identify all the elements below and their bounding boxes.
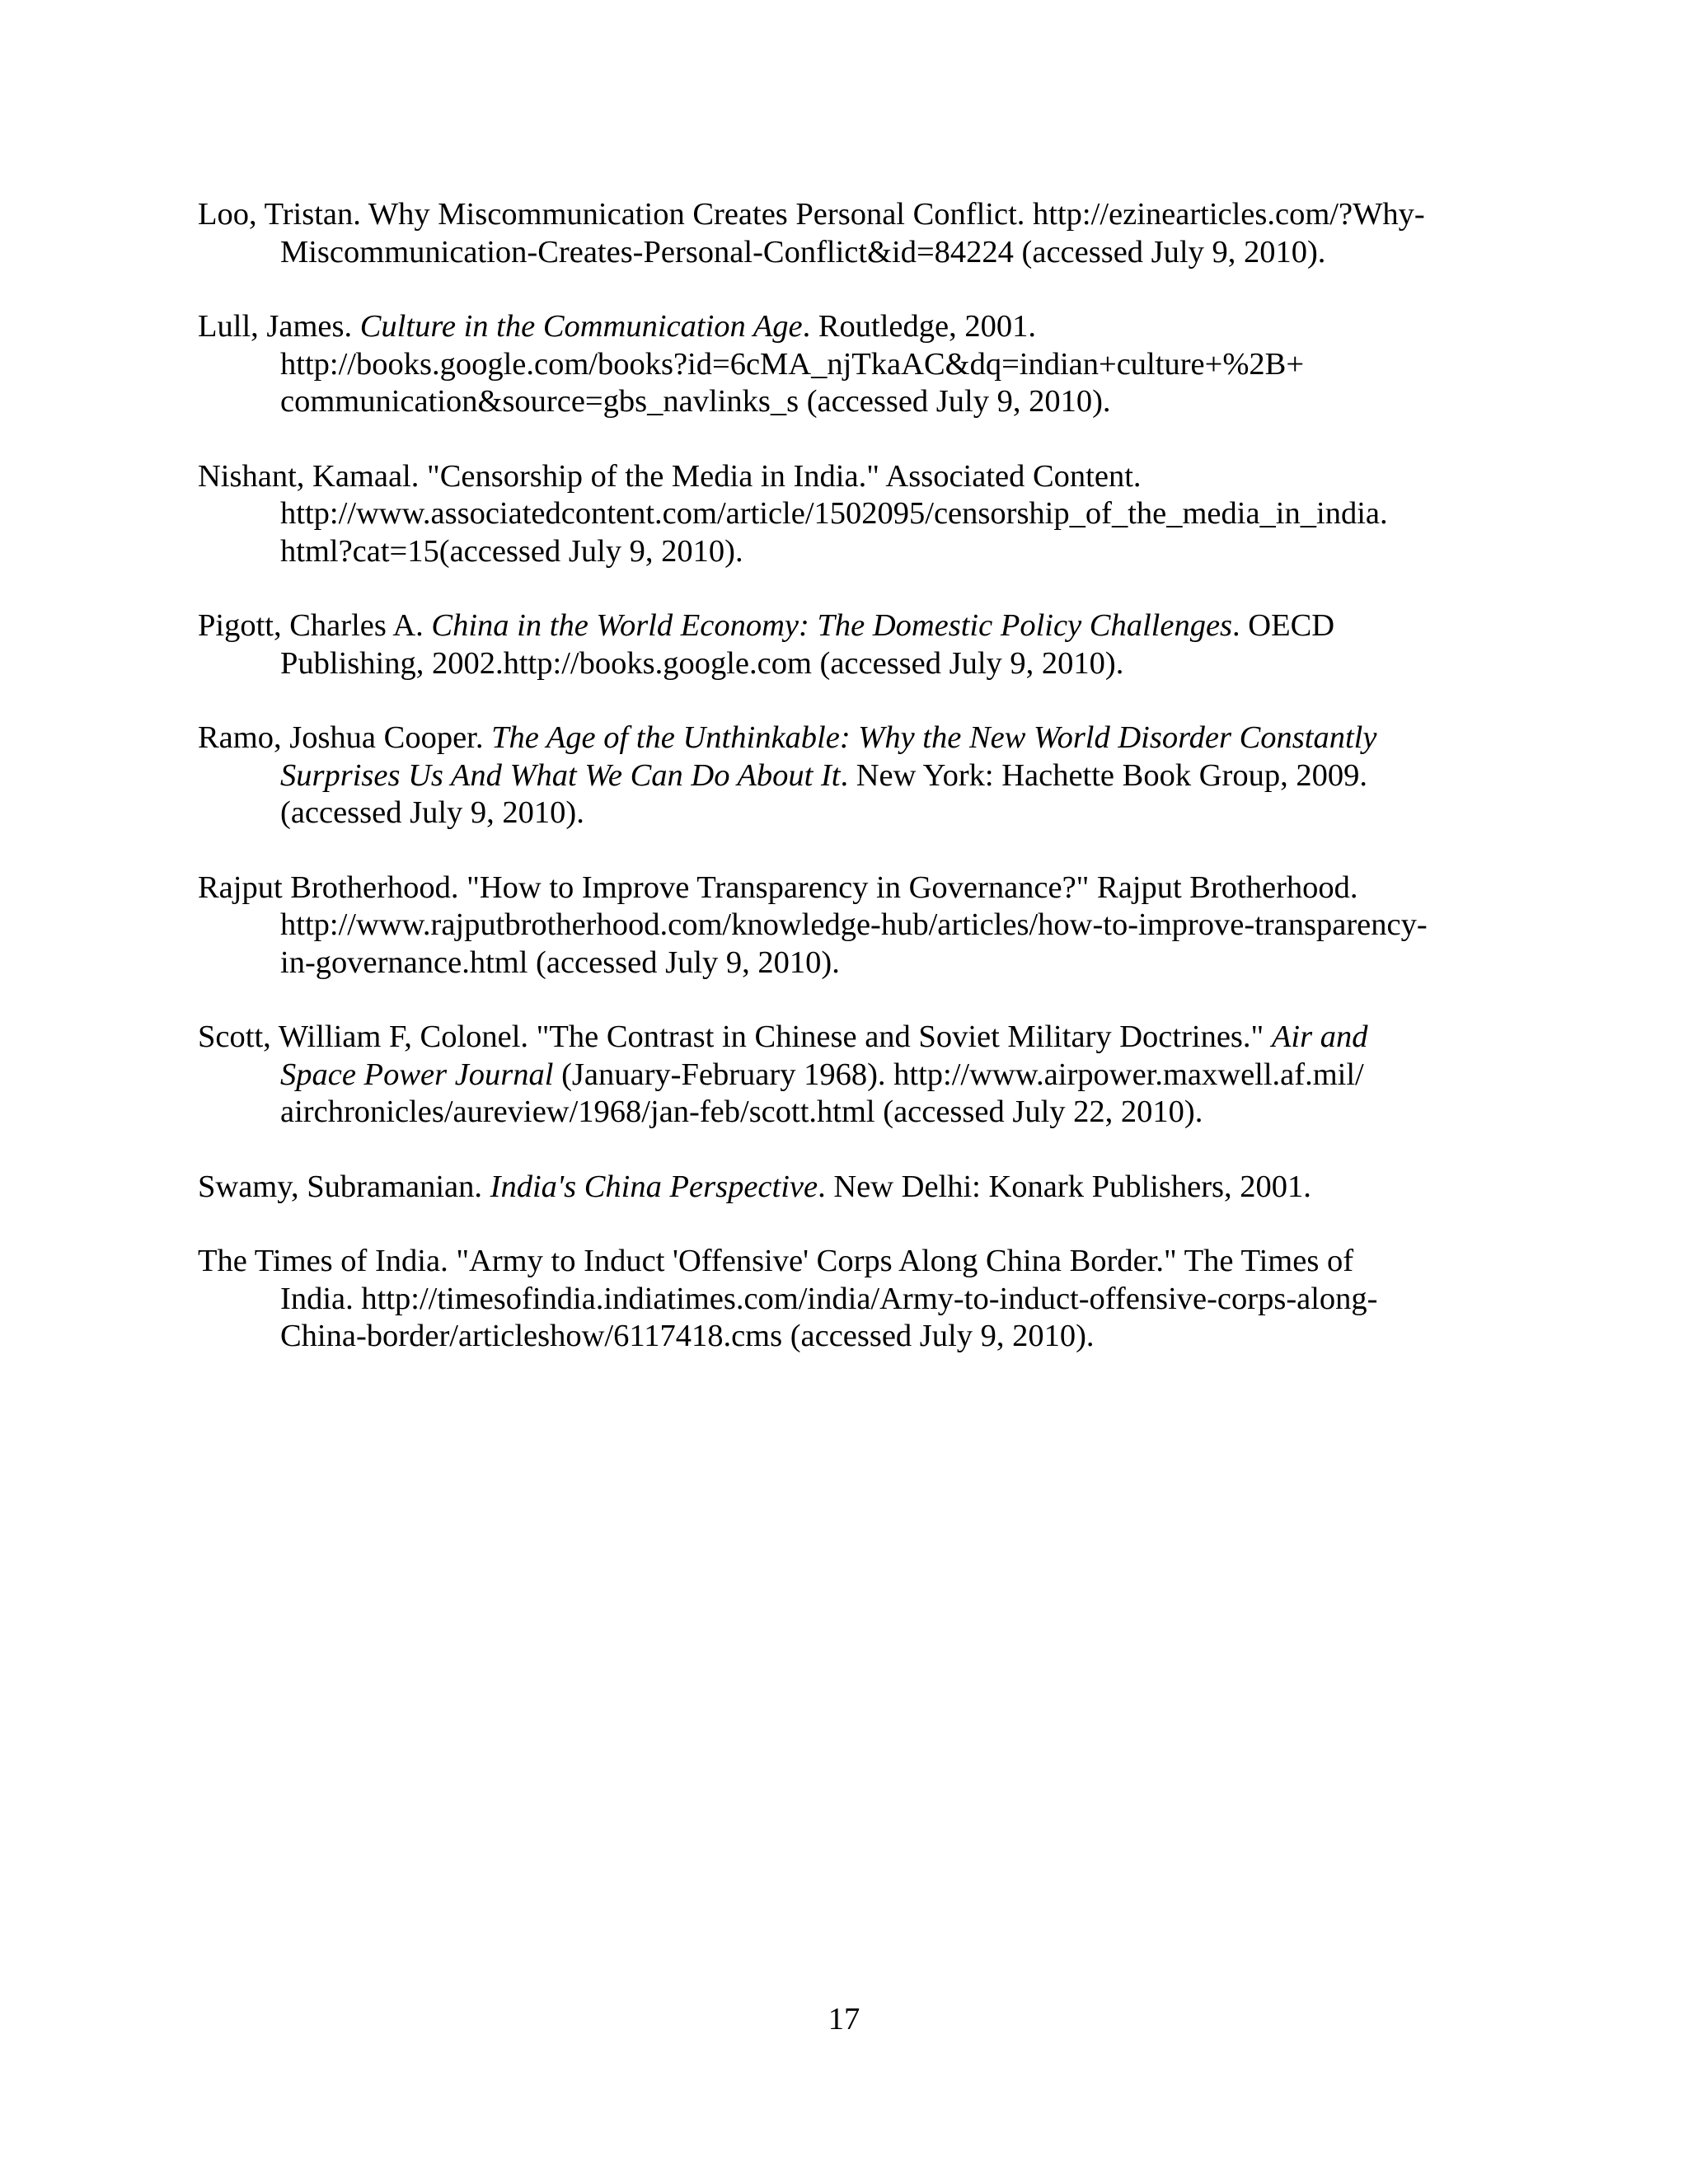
bibliography-entry — [198, 1243, 1500, 1356]
text-segment: (January-February 1968). http://www.airpower.maxwell.af.mil/ — [553, 1057, 1364, 1092]
text-segment: Loo, Tristan. Why Miscommunication Creates Personal Conflict. http://ezinearticles.com/?Why- — [198, 197, 1425, 232]
entry-line — [198, 196, 1500, 234]
entry-line — [198, 383, 1500, 421]
text-segment: http://books.google.com/books?id=6cMA_njTkaAC&dq=indian+culture+%2B+ — [280, 346, 1305, 382]
text-segment: India. http://timesofindia.indiatimes.com/india/Army-to-induct-offensive-corps-along- — [280, 1281, 1378, 1316]
text-segment: in-governance.html (accessed July 9, 2010). — [280, 944, 840, 980]
entry-line — [198, 907, 1500, 944]
bibliography-entry — [198, 308, 1500, 421]
text-segment: Miscommunication-Creates-Personal-Conflict&id=84224 (accessed July 9, 2010). — [280, 234, 1326, 269]
text-segment: China-border/articleshow/6117418.cms (accessed July 9, 2010). — [280, 1319, 1095, 1353]
entry-line — [198, 346, 1500, 384]
text-segment: Scott, William F, Colonel. "The Contrast in Chinese and Soviet Military Doctrines." — [198, 1019, 1272, 1054]
bibliography-list — [198, 196, 1500, 1393]
entry-line — [198, 458, 1500, 496]
text-segment: . Routledge, 2001. — [802, 309, 1036, 344]
entry-line — [198, 533, 1500, 571]
text-segment: Nishant, Kamaal. "Censorship of the Media in India." Associated Content. — [198, 458, 1142, 494]
italic-title-segment: Air and — [1271, 1019, 1368, 1054]
entry-line — [198, 794, 1500, 832]
text-segment: communication&source=gbs_navlinks_s (accessed July 9, 2010). — [280, 384, 1111, 419]
text-segment: The Times of India. "Army to Induct 'Offensive' Corps Along China Border." The Times of — [198, 1244, 1354, 1278]
text-segment: Swamy, Subramanian. — [198, 1169, 490, 1204]
text-segment: Lull, James. — [198, 309, 360, 344]
text-segment: Pigott, Charles A. — [198, 608, 432, 643]
text-segment: airchronicles/aureview/1968/jan-feb/scott.html (accessed July 22, 2010). — [280, 1094, 1203, 1129]
entry-line — [198, 495, 1500, 533]
entry-line — [198, 944, 1500, 982]
text-segment: . OECD — [1232, 608, 1335, 643]
entry-line — [198, 1169, 1500, 1207]
entry-line — [198, 1094, 1500, 1132]
italic-title-segment: Culture in the Communication Age — [359, 309, 803, 344]
entry-line — [198, 645, 1500, 683]
entry-line — [198, 1281, 1500, 1319]
italic-title-segment: Space Power Journal — [280, 1057, 554, 1092]
entry-line — [198, 1243, 1500, 1281]
entry-line — [198, 234, 1500, 272]
entry-line — [198, 719, 1500, 757]
italic-title-segment: The Age of the Unthinkable: Why the New World Disorder Constantly — [491, 720, 1377, 755]
entry-line — [198, 1019, 1500, 1057]
text-segment: . New York: Hachette Book Group, 2009. — [840, 757, 1367, 793]
bibliography-entry — [198, 1019, 1500, 1132]
bibliography-entry — [198, 607, 1500, 682]
entry-line — [198, 757, 1500, 795]
page-number: 17 — [828, 2002, 860, 2036]
italic-title-segment: China in the World Economy: The Domestic Policy Challenges — [431, 608, 1233, 643]
entry-line — [198, 308, 1500, 346]
text-segment: Rajput Brotherhood. "How to Improve Transparency in Governance?" Rajput Brotherhood. — [198, 869, 1358, 905]
entry-line — [198, 1318, 1500, 1356]
entry-line — [198, 869, 1500, 907]
text-segment: http://www.rajputbrotherhood.com/knowledge-hub/articles/how-to-improve-transparency- — [280, 907, 1428, 942]
text-segment: html?cat=15(accessed July 9, 2010). — [280, 533, 743, 569]
bibliography-entry — [198, 719, 1500, 832]
text-segment: Publishing, 2002.http://books.google.com (accessed July 9, 2010). — [280, 645, 1124, 681]
text-segment: http://www.associatedcontent.com/article/1502095/censorship_of_the_media_in_india. — [280, 496, 1388, 531]
entry-line — [198, 1057, 1500, 1094]
text-segment: . New Delhi: Konark Publishers, 2001. — [818, 1169, 1311, 1204]
entry-line — [198, 607, 1500, 645]
bibliography-entry — [198, 869, 1500, 982]
bibliography-entry — [198, 458, 1500, 571]
bibliography-entry — [198, 1169, 1500, 1207]
text-segment: Ramo, Joshua Cooper. — [198, 720, 492, 755]
bibliography-entry — [198, 196, 1500, 271]
italic-title-segment: Surprises Us And What We Can Do About It — [280, 757, 841, 793]
italic-title-segment: India's China Perspective — [490, 1169, 818, 1204]
text-segment: (accessed July 9, 2010). — [280, 795, 584, 830]
